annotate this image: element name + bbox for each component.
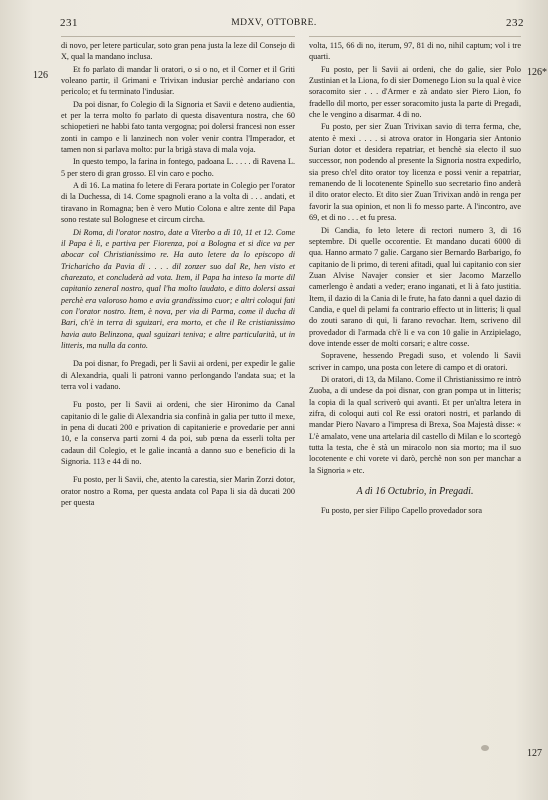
paragraph: volta, 115, 66 di no, iterum, 97, 81 di no, nihil captum; vol i tre quarti.	[309, 41, 521, 62]
paragraph: Di Candia, fo leto letere di rectori numero 3, di 16 septembre. Di quelle occorentie. Et mandano ducati 6000 di qua. Hanno armato 7 galie. Cargano sier Bernardo Barbarigo, fo capitanio de li primo, di tereni afitadi, qual lui capitanio con sier Zuan Alvise Navajer consier et sier Jacomo Marzello camerlengo è andati a veder; erano inganati, et li à fato justitia. Item, il dazio di la Cania di le frute, ha fato danni a quel dazio di Candia, e quel di pelami fa contrario effecto ut in litteris; li qual do zouti sarano di qui, li farano revochar. Item, scriveno dil provedador di l'armada ch'è li e va con 10 galie in Arzipielago, dove intende esser de molti corsari; e altre cosse.	[309, 225, 521, 348]
header-rule-left	[61, 36, 295, 37]
margin-number: 126*	[527, 67, 547, 78]
running-header	[0, 17, 548, 33]
ink-spot	[481, 745, 489, 751]
section-heading: A dì 16 Octubrio, in Pregadi.	[356, 486, 474, 498]
paragraph: Fu posto, per li Savii ai ordeni, che sier Hironimo da Canal capitanio di le galie di Alexandria sia confinà in galia per tutto il mexe, in pena di ducati 200 e privation di capitanierie e provedarie per anni 10, e la conserva parti zorni 4 da poi, sub pœna da esserli tolta per cadaun dil Colegio, et le galie incantà a danno suo e beneficio di la Signoria. 113 e 44 di no.	[61, 400, 295, 467]
paragraph: Di Roma, di l'orator nostro, date a Viterbo a dì 10, 11 et 12. Come il Papa è lì, e partiva per Fiorenza, poi a Bologna et si dice va per abocar col Christianissimo re. Ha auto letere da lo episcopo di Tricharicho da Pavia di . . . . dil zonzer suo dal Re, hen visto et charezato, et concluderà ad vota. Item, il Papa ha inteso la morte dil capitanio zeneral nostro, qual l'ha molto laudato, e ditto dolersi assai perchè era valoroso homo e avia grandissimo cuor; e altri coloqui fati con l'orator nostro. Item, è nova, per via di Parma, come il ducha di Bari, ch'è in terra di sguizari, era morto, et che il Re cristianissimo havia auto Belinzona, qual sguizari teniva; e altre particularità, ut in litteris, ma nulla da conto.	[61, 227, 295, 350]
paragraph: Sopravene, hessendo Pregadi suso, et volendo li Savii scriver in campo, una posta con letere di campo et di oratori.	[309, 351, 521, 372]
paragraph: Fu posto, per sier Zuan Trivixan savio di terra ferma, che, atento è mexi . . . . si atrova orator in Hongaria sier Antonio Surian dotor et desidera repatriar, et benchè sia electo il suo successor, non podendo al presente la Signoria nostra expedirlo, sia preso ch'el dito orator toy licenza e possi venir a repatriar, remanendo de li locotenente Spinello suo secretario fino anderà il dito orator electo. Et dito sier Zuan Trivixan andò in renga per favorir la sua opinion, et non li fo messo parte. A l'incontro, ave 69, et di no . . . et fu presa.	[309, 122, 521, 223]
margin-number: 127	[527, 748, 542, 759]
paragraph: Et fo parlato di mandar li oratori, o si o no, et il Corner et il Griti voleano partir, il Grimani e Trivixan indusiar perchè andariano con pericolo; et fu terminato l'indusiar.	[61, 64, 295, 97]
paragraph: Fu posto, per li Savii ai ordeni, che do galie, sier Polo Zustinian et la Liona, fo di sier Domenego Lion su la qual è vice soracomito sier . . . d'Armer e zà andato sier Piero Lion, fo fradello dil morto, per esser soracomito justa la parte di Pregadi, che le vengino a disarmar. 4 di no.	[309, 64, 521, 120]
header-rule-right	[309, 36, 521, 37]
page-number-left: 231	[60, 17, 78, 29]
left-text-column	[61, 40, 295, 508]
paragraph: In questo tempo, la farina in fontego, padoana L. . . . . di Ravena L. 5 per stero di gran grosso. El vin caro e pocho.	[61, 157, 295, 178]
paragraph: Da poi disnar, fo Colegio di la Signoria et Savii e deteno audientia, et per la terra molto fo parlato di questa disaventura nostra, che 60 schiopetieri ne habbi fato tanta vergogna; poi dolersi francesi non esser zonti in campo e li lanzinech non voler venir contra l'Imperador, et tamen non si parlava molto: pur la brigà stava di mala voja.	[61, 99, 295, 155]
page-number-right: 232	[506, 17, 524, 29]
paragraph: Fu posto, per sier Filipo Capello provedador sora	[321, 506, 482, 516]
paragraph: A dì 16. La matina fo letere di Ferara portate in Colegio per l'orator di la Duchessa, di 14. Come spagnoli erano a la volta di . . . andati, et tiravano in Romagna; ben è vero Mutio Colona e altre zente dil Papa sono restate sul Bolognese et circum circha.	[61, 181, 295, 225]
paragraph: Da poi disnar, fo Pregadi, per li Savii ai ordeni, per expedir le galie di Alexandria, quali li patroni vanno perlongando l'andata sua; et la terra vol i vadano.	[61, 359, 295, 391]
paragraph: Di oratori, di 13, da Milano. Come il Christianissimo re intrò Zuoba, a di undese da poi disnar, con gran pompa ut in litteris; la copia di la qual scriverò qui avanti. Et per un'altra letera in zifra, di coloqui auti col Re essi oratori nostri, et parlando di mandar Piero Navaro a l'impresa di Brexa, Soa Majestà disse: « L'è amalato, vene una artelaria dil castello di Milan e lo scortegò tutta la testa, che è stà un miracolo non sia morto; ma il suo locotenente e chi vorete vi darò, perchè non son per manchar a la Signoria » etc.	[309, 374, 521, 475]
margin-number: 126	[33, 70, 48, 81]
paragraph: Fu posto, per li Savii, che, atento la carestia, sier Marin Zorzi dotor, orator nostro a Roma, per questa andata col Papa li sia dà ducati 200 per questa	[61, 475, 295, 508]
paragraph: di novo, per letere particular, soto gran pena justa la leze dil Consejo di X, qual la mandano inclusa.	[61, 41, 295, 62]
right-text-column	[309, 40, 521, 517]
running-head-title: MDXV, OTTOBRE.	[231, 18, 317, 28]
